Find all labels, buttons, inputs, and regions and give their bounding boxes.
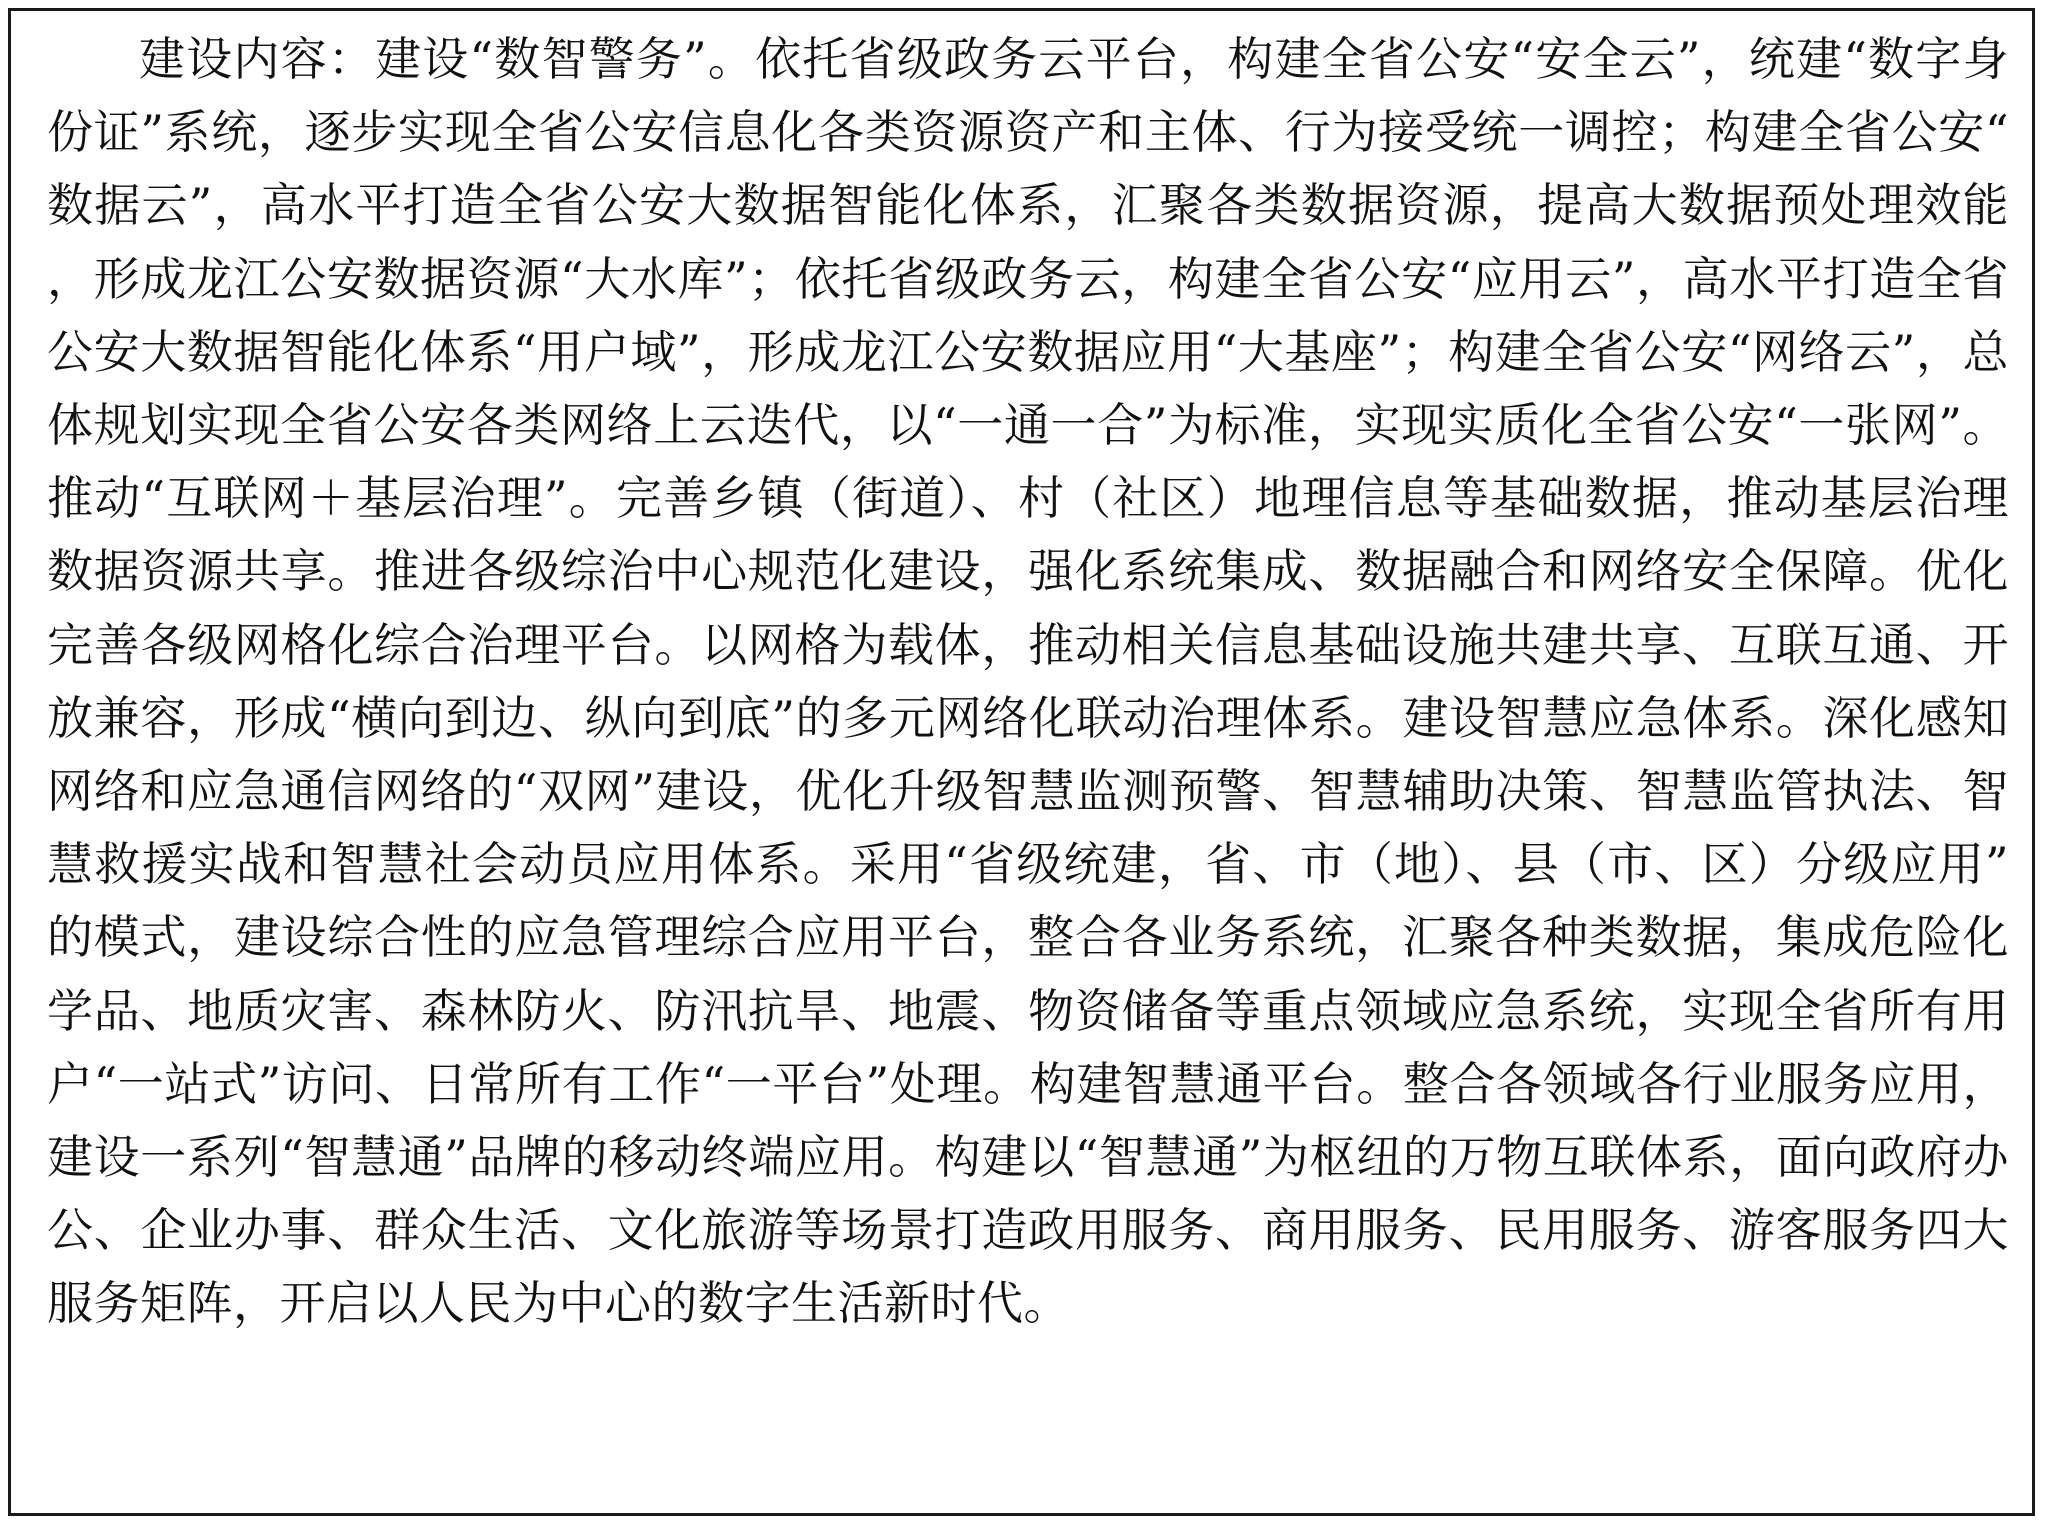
body-paragraph: 建设内容：建设“数智警务”。依托省级政务云平台，构建全省公安“安全云”，统建“数字身份证”系统，逐步实现全省公安信息化各类资源资产和主体、行为接受统一调控；构建全省公安“数据云”，高水平打造全省公安大数据智能化体系，汇聚各类数据资源，提高大数据预处理效能，形成龙江公安数据资源“大水库”；依托省级政务云，构建全省公安“应用云”，高水平打造全省公安大数据智能化体系“用户域”，形成龙江公安数据应用“大基座”；构建全省公安“网络云”，总体规划实现全省公安各类网络上云迭代，以“一通一合”为标准，实现实质化全省公安“一张网”。推动“互联网＋基层治理”。完善乡镇（街道）、村（社区）地理信息等基础数据，推动基层治理数据资源共享。推进各级综治中心规范化建设，强化系统集成、数据融合和网络安全保障。优化完善各级网格化综合治理平台。以网格为载体，推动相关信息基础设施共建共享、互联互通、开放兼容，形成“横向到边、纵向到底”的多元网络化联动治理体系。建设智慧应急体系。深化感知网络和应急通信网络的“双网”建设，优化升级智慧监测预警、智慧辅助决策、智慧监管执法、智慧救援实战和智慧社会动员应用体系。采用“省级统建，省、市（地）、县（市、区）分级应用”的模式，建设综合性的应急管理综合应用平台，整合各业务系统，汇聚各种类数据，集成危险化学品、地质灾害、森林防火、防汛抗旱、地震、物资储备等重点领域应急系统，实现全省所有用户“一站式”访问、日常所有工作“一平台”处理。构建智慧通平台。整合各领域各行业服务应用，建设一系列“智慧通”品牌的移动终端应用。构建以“智慧通”为枢纽的万物互联体系，面向政府办公、企业办事、群众生活、文化旅游等场景打造政用服务、商用服务、民用服务、游客服务四大服务矩阵，开启以人民为中心的数字生活新时代。 [47,32,2009,1331]
text-box-frame [8,8,2035,1516]
